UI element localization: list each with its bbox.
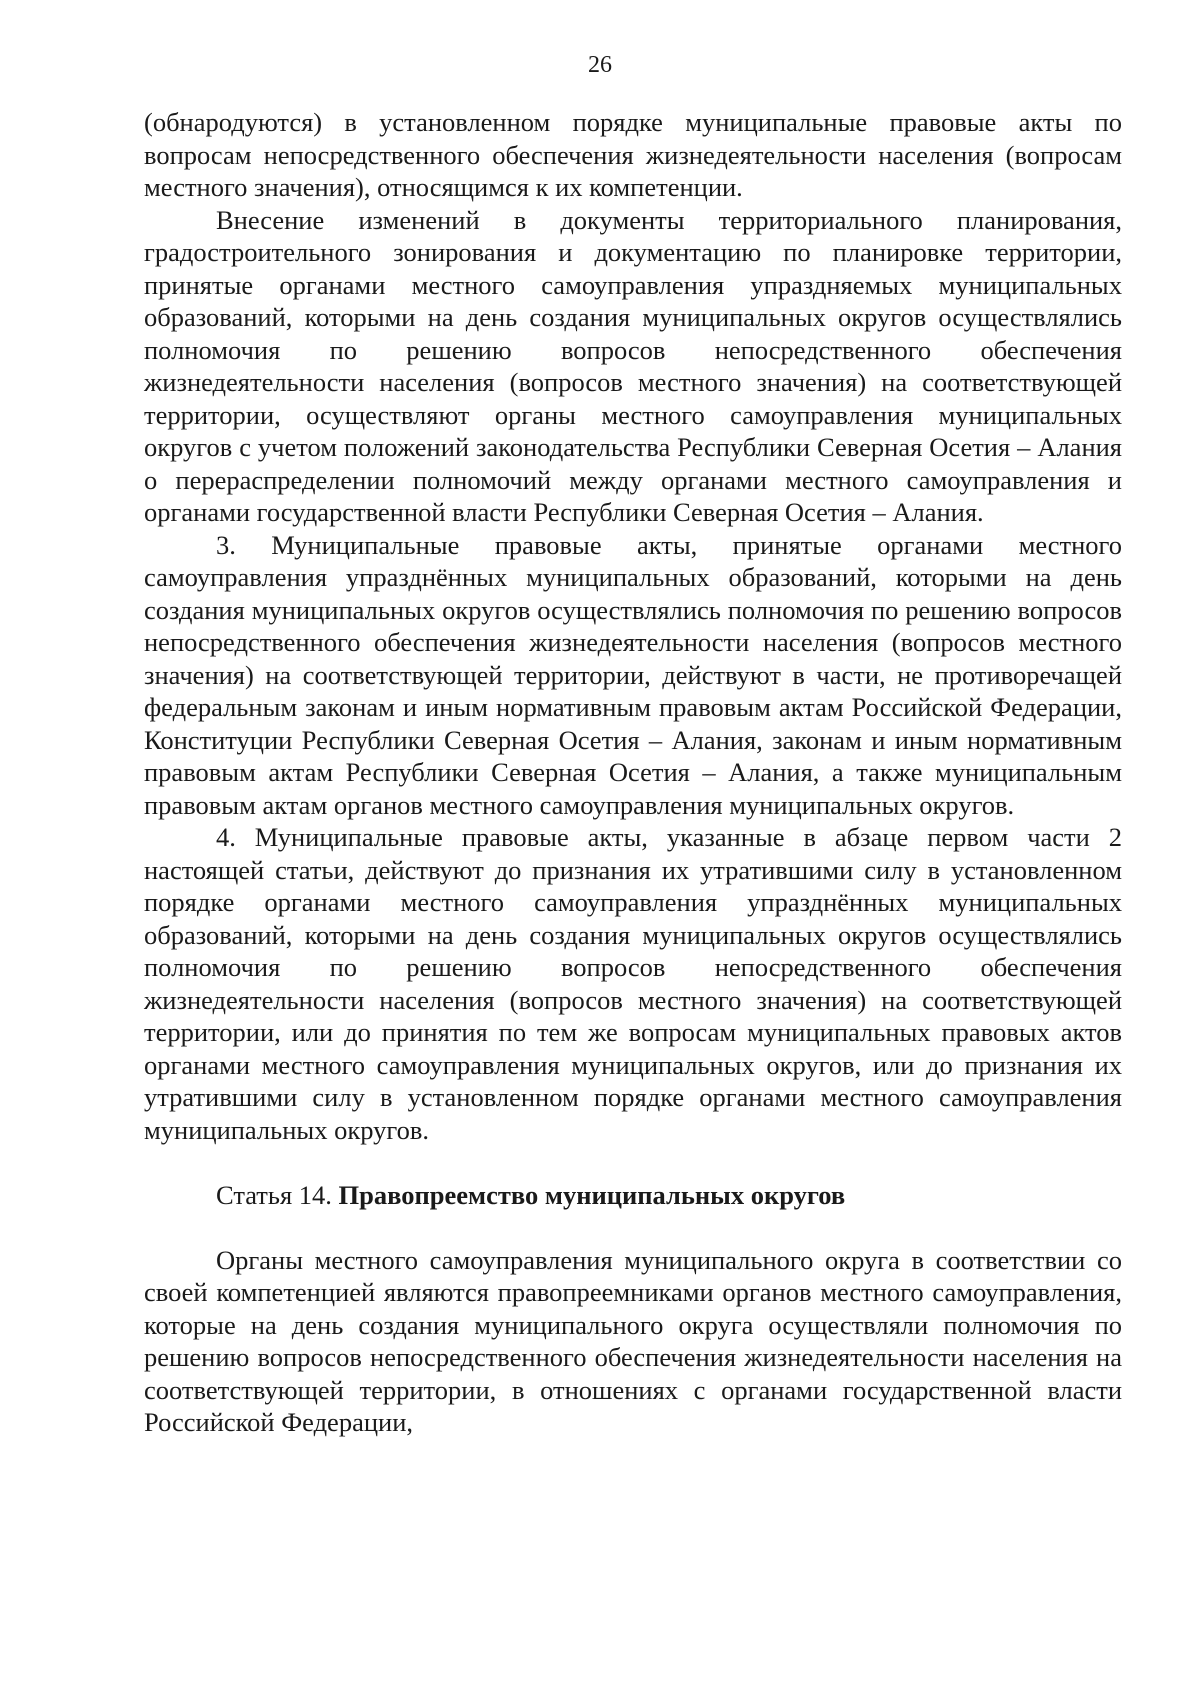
article-label: Статья 14. [216,1179,339,1210]
page-number: 26 [588,52,612,78]
paragraph-amendments: Внесение изменений в документы территориального планирования, градостроительного зонирования и документацию по планировке территории, принятые органами местного самоуправления упраздняемых муниципальных образований, которыми на день создания муниципальных округов осуществлялись полномочия по решению вопросов непосредственного обеспечения жизнедеятельности населения (вопросов местного значения) на соответствующей территории, осуществляют органы местного самоуправления муниципальных округов с учетом положений законодательства Республики Северная Осетия – Алания о перераспределении полномочий между органами местного самоуправления и органами государственной власти Республики Северная Осетия – Алания. [144,204,1122,527]
article-heading [144,1179,1122,1212]
paragraph-part-3: 3. Муниципальные правовые акты, принятые органами местного самоуправления упразднённых муниципальных образований, которыми на день создания муниципальных округов осуществлялись полномочия по решению вопросов непосредственного обеспечения жизнедеятельности населения (вопросов местного значения) на соответствующей территории, действуют в части, не противоречащей федеральным законам и иным нормативным правовым актам Российской Федерации, Конституции Республики Северная Осетия – Алания, законам и иным нормативным правовым актам Республики Северная Осетия – Алания, а также муниципальным правовым актам органов местного самоуправления муниципальных округов. [144,529,1122,820]
paragraph-succession: Органы местного самоуправления муниципального округа в соответствии со своей компетенцией являются правопреемниками органов местного самоуправления, которые на день создания муниципального округа осуществляли полномочия по решению вопросов непосредственного обеспечения жизнедеятельности населения на соответствующей территории, в отношениях с органами государственной власти Российской Федерации, [144,1244,1122,1437]
article-title: Правопреемство муниципальных округов [338,1179,846,1210]
document-body [144,106,1122,1439]
paragraph-continuation: (обнародуются) в установленном порядке муниципальные правовые акты по вопросам непосредственного обеспечения жизнедеятельности населения (вопросам местного значения), относящимся к их компетенции. [144,107,1122,202]
paragraph-part-4: 4. Муниципальные правовые акты, указанные в абзаце первом части 2 настоящей статьи, действуют до признания их утратившими силу в установленном порядке органами местного самоуправления упразднённых муниципальных образований, которыми на день создания муниципальных округов осуществлялись полномочия по решению вопросов непосредственного обеспечения жизнедеятельности населения (вопросов местного значения) на соответствующей территории, или до принятия по тем же вопросам муниципальных правовых актов органами местного самоуправления муниципальных округов, или до признания их утратившими силу в установленном порядке органами местного самоуправления муниципальных округов. [144,822,1122,1145]
